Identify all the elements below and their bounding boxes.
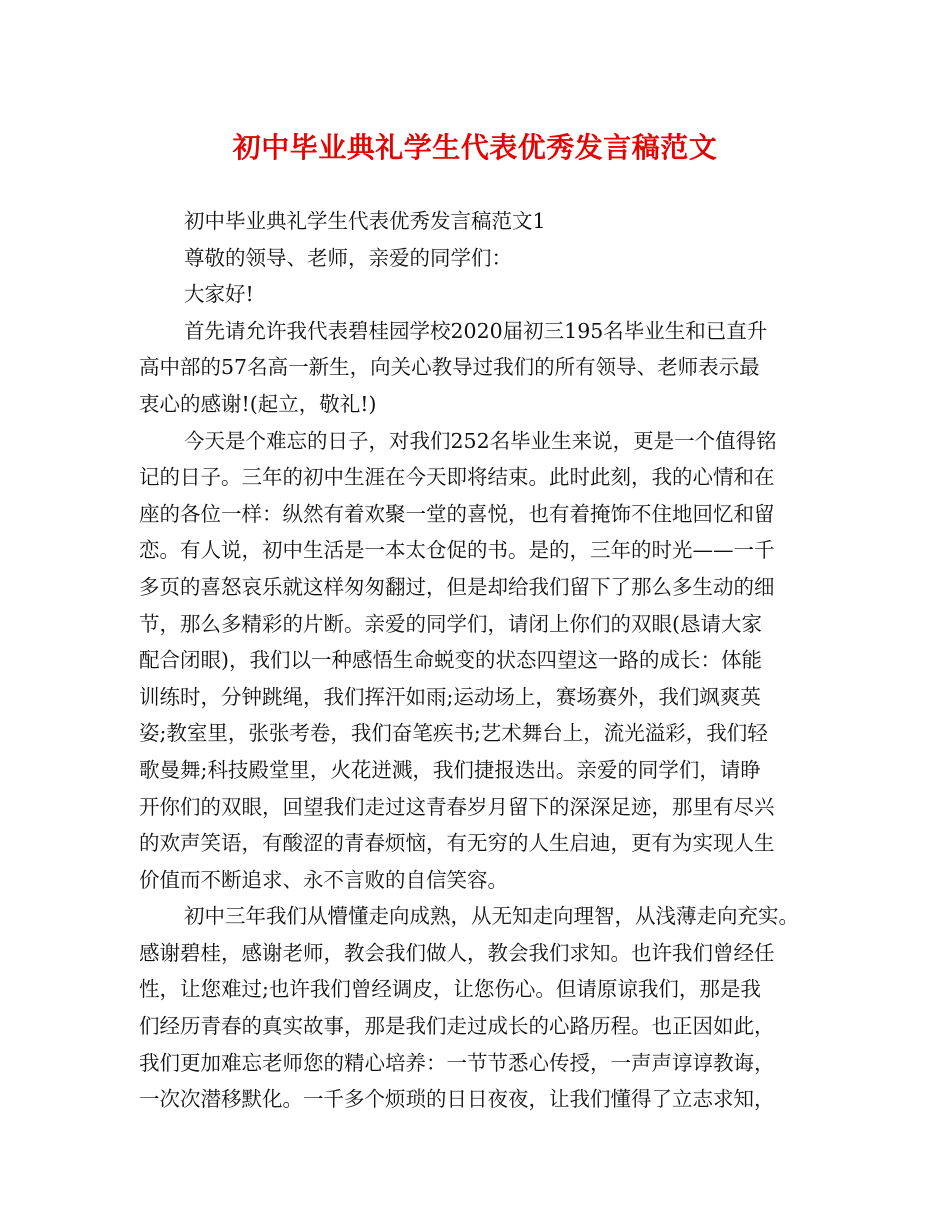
text-line: 初中三年我们从懵懂走向成熟，从无知走向理智，从浅薄走向充实。 — [184, 904, 799, 929]
text-line: 感谢碧桂，感谢老师，教会我们做人，教会我们求知。也许我们曾经任 — [139, 940, 775, 965]
text-line: 高中部的57名高一新生，向关心教导过我们的所有领导、老师表示最 — [139, 355, 760, 380]
document-body — [139, 203, 829, 1118]
text-line: 多页的喜怒哀乐就这样匆匆翻过，但是却给我们留下了那么多生动的细 — [139, 574, 775, 599]
text-line: 我们更加难忘老师您的精心培养：一节节悉心传授，一声声谆谆教诲， — [139, 1050, 775, 1075]
text-line: 一次次潜移默化。一千多个烦琐的日日夜夜，让我们懂得了立志求知， — [139, 1087, 775, 1112]
text-line: 们经历青春的真实故事，那是我们走过成长的心路历程。也正因如此， — [139, 1014, 775, 1039]
text-line: 记的日子。三年的初中生涯在今天即将结束。此时此刻，我的心情和在 — [139, 465, 775, 490]
text-line: 恋。有人说，初中生活是一本太仓促的书。是的，三年的时光——一千 — [139, 538, 775, 563]
document-title: 初中毕业典礼学生代表优秀发言稿范文 — [232, 131, 718, 164]
text-line: 座的各位一样：纵然有着欢聚一堂的喜悦，也有着掩饰不住地回忆和留 — [139, 501, 775, 526]
text-line: 姿;教室里，张张考卷，我们奋笔疾书;艺术舞台上，流光溢彩，我们轻 — [139, 721, 768, 746]
text-line: 大家好! — [184, 282, 254, 307]
text-line: 初中毕业典礼学生代表优秀发言稿范文1 — [184, 209, 546, 233]
text-line: 歌曼舞;科技殿堂里，火花迸溅，我们捷报迭出。亲爱的同学们，请睁 — [139, 757, 761, 782]
text-line: 尊敬的领导、老师，亲爱的同学们： — [184, 245, 512, 270]
text-line: 训练时，分钟跳绳，我们挥汗如雨;运动场上，赛场赛外，我们飒爽英 — [139, 684, 761, 709]
text-line: 节，那么多精彩的片断。亲爱的同学们，请闭上你们的双眼(恳请大家 — [139, 611, 762, 636]
text-line: 的欢声笑语，有酸涩的青春烦恼，有无穷的人生启迪，更有为实现人生 — [139, 831, 775, 856]
text-line: 配合闭眼)，我们以一种感悟生命蜕变的状态四望这一路的成长：体能 — [139, 648, 762, 673]
text-line: 性，让您难过;也许我们曾经调皮，让您伤心。但请原谅我们，那是我 — [139, 977, 761, 1002]
text-line: 开你们的双眼，回望我们走过这青春岁月留下的深深足迹，那里有尽兴 — [139, 794, 775, 819]
text-line: 衷心的感谢!(起立，敬礼!) — [139, 391, 377, 416]
text-line: 价值而不断追求、永不言败的自信笑容。 — [139, 867, 508, 892]
text-line: 首先请允许我代表碧桂园学校2020届初三195名毕业生和已直升 — [184, 318, 768, 343]
text-line: 今天是个难忘的日子，对我们252名毕业生来说，更是一个值得铭 — [184, 428, 777, 453]
